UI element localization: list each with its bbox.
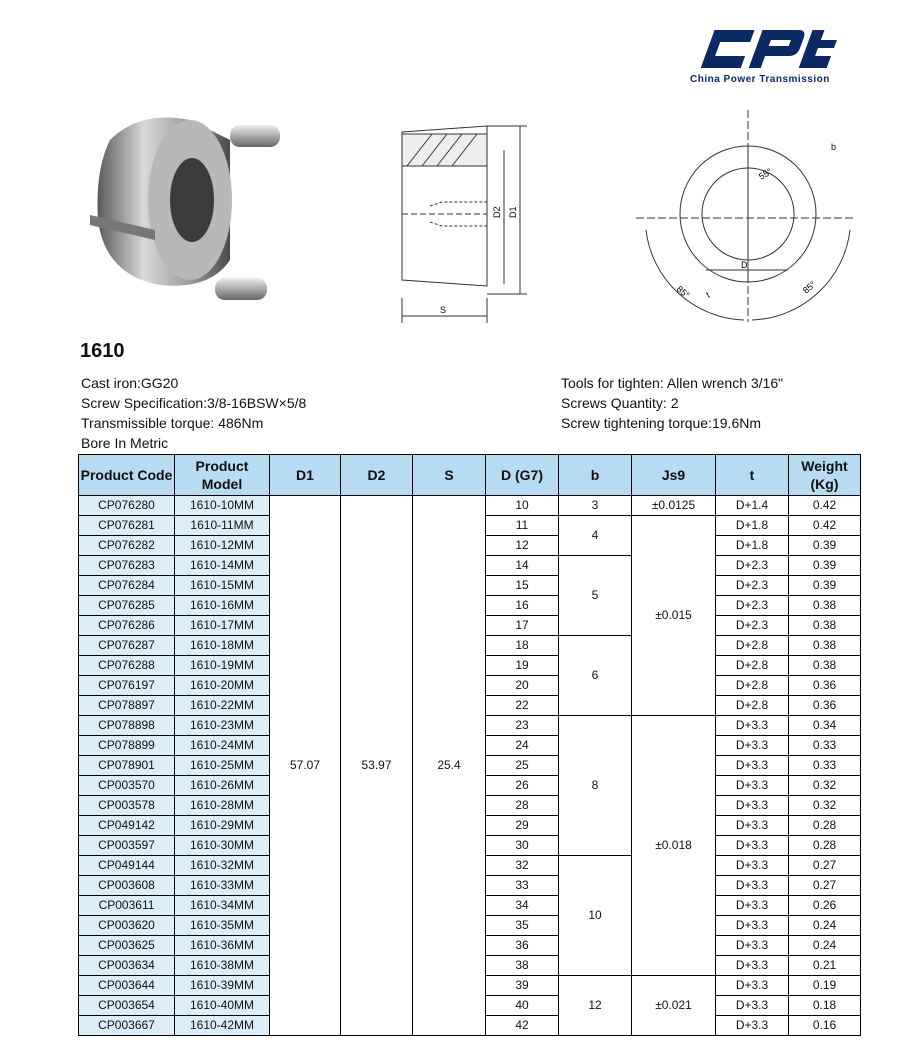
- product-code-cell: CP076288: [79, 656, 175, 676]
- weight-cell: 0.27: [789, 876, 861, 896]
- t-cell: D+2.3: [716, 556, 789, 576]
- bore-d-cell: 29: [486, 816, 559, 836]
- product-code-cell: CP003667: [79, 1016, 175, 1036]
- page-title: 1610: [80, 340, 125, 362]
- product-model-cell: 1610-23MM: [175, 716, 270, 736]
- t-cell: D+2.8: [716, 676, 789, 696]
- header-d-g7: D (G7): [486, 455, 559, 496]
- t-cell: D+3.3: [716, 776, 789, 796]
- brand-name: China Power Transmission: [690, 74, 830, 85]
- t-cell: D+3.3: [716, 896, 789, 916]
- bore-d-cell: 11: [486, 516, 559, 536]
- t-cell: D+3.3: [716, 716, 789, 736]
- t-cell: D+2.3: [716, 596, 789, 616]
- label-b: b: [831, 142, 837, 152]
- label-t: t: [704, 289, 712, 300]
- t-cell: D+3.3: [716, 856, 789, 876]
- product-code-cell: CP076285: [79, 596, 175, 616]
- product-model-cell: 1610-10MM: [175, 496, 270, 516]
- front-view-drawing: [626, 100, 866, 330]
- bore-d-cell: 40: [486, 996, 559, 1016]
- t-cell: D+3.3: [716, 956, 789, 976]
- weight-cell: 0.27: [789, 856, 861, 876]
- t-cell: D+2.8: [716, 656, 789, 676]
- t-cell: D+3.3: [716, 1016, 789, 1036]
- header-b: b: [559, 455, 632, 496]
- product-model-cell: 1610-22MM: [175, 696, 270, 716]
- product-code-cell: CP078901: [79, 756, 175, 776]
- label-s: S: [440, 305, 447, 315]
- specs-left: [81, 373, 306, 453]
- product-model-cell: 1610-24MM: [175, 736, 270, 756]
- t-cell: D+3.3: [716, 996, 789, 1016]
- t-cell: D+3.3: [716, 936, 789, 956]
- weight-cell: 0.21: [789, 956, 861, 976]
- bore-d-cell: 25: [486, 756, 559, 776]
- bore-d-cell: 42: [486, 1016, 559, 1036]
- keyway-b-cell: 6: [559, 636, 632, 716]
- header-s: S: [413, 455, 486, 496]
- product-model-cell: 1610-29MM: [175, 816, 270, 836]
- header-d1: D1: [270, 455, 341, 496]
- weight-cell: 0.39: [789, 556, 861, 576]
- label-d: D: [741, 260, 748, 270]
- bore-d-cell: 10: [486, 496, 559, 516]
- header-weight: Weight (Kg): [789, 455, 861, 496]
- product-model-cell: 1610-40MM: [175, 996, 270, 1016]
- weight-cell: 0.28: [789, 836, 861, 856]
- weight-cell: 0.39: [789, 536, 861, 556]
- product-model-cell: 1610-25MM: [175, 756, 270, 776]
- spec-material: Cast iron:GG20: [81, 375, 179, 391]
- bore-d-cell: 30: [486, 836, 559, 856]
- weight-cell: 0.38: [789, 656, 861, 676]
- t-cell: D+2.8: [716, 636, 789, 656]
- bore-d-cell: 38: [486, 956, 559, 976]
- bore-d-cell: 23: [486, 716, 559, 736]
- bore-d-cell: 26: [486, 776, 559, 796]
- product-code-cell: CP076197: [79, 676, 175, 696]
- bore-d-cell: 17: [486, 616, 559, 636]
- bore-d-cell: 20: [486, 676, 559, 696]
- label-d2: D2: [492, 206, 502, 218]
- side-view-drawing: [392, 118, 542, 330]
- d1-cell: 57.07: [270, 496, 341, 1036]
- t-cell: D+3.3: [716, 736, 789, 756]
- product-code-cell: CP003570: [79, 776, 175, 796]
- product-code-cell: CP003634: [79, 956, 175, 976]
- bore-d-cell: 15: [486, 576, 559, 596]
- weight-cell: 0.42: [789, 516, 861, 536]
- t-cell: D+2.8: [716, 696, 789, 716]
- product-model-cell: 1610-32MM: [175, 856, 270, 876]
- bore-d-cell: 16: [486, 596, 559, 616]
- spec-torque: Transmissible torque: 486Nm: [81, 415, 264, 431]
- keyway-b-cell: 3: [559, 496, 632, 516]
- product-code-cell: CP078898: [79, 716, 175, 736]
- product-code-cell: CP003620: [79, 916, 175, 936]
- weight-cell: 0.24: [789, 936, 861, 956]
- product-model-cell: 1610-28MM: [175, 796, 270, 816]
- s-cell: 25.4: [413, 496, 486, 1036]
- spec-tools: Tools for tighten: Allen wrench 3/16": [561, 375, 784, 391]
- weight-cell: 0.28: [789, 816, 861, 836]
- product-model-cell: 1610-19MM: [175, 656, 270, 676]
- product-code-cell: CP003654: [79, 996, 175, 1016]
- keyway-b-cell: 8: [559, 716, 632, 856]
- product-model-cell: 1610-30MM: [175, 836, 270, 856]
- product-model-cell: 1610-12MM: [175, 536, 270, 556]
- t-cell: D+3.3: [716, 916, 789, 936]
- product-model-cell: 1610-39MM: [175, 976, 270, 996]
- product-model-cell: 1610-18MM: [175, 636, 270, 656]
- specs-right: [561, 373, 783, 433]
- label-55: 55°: [757, 166, 774, 182]
- product-model-cell: 1610-16MM: [175, 596, 270, 616]
- weight-cell: 0.39: [789, 576, 861, 596]
- weight-cell: 0.32: [789, 776, 861, 796]
- weight-cell: 0.16: [789, 1016, 861, 1036]
- t-cell: D+2.3: [716, 576, 789, 596]
- header-d2: D2: [341, 455, 413, 496]
- header-product-code: Product Code: [79, 455, 175, 496]
- spec-tightening-torque: Screw tightening torque:19.6Nm: [561, 415, 761, 431]
- bore-d-cell: 39: [486, 976, 559, 996]
- bore-d-cell: 32: [486, 856, 559, 876]
- t-cell: D+3.3: [716, 836, 789, 856]
- product-code-cell: CP076287: [79, 636, 175, 656]
- product-model-cell: 1610-34MM: [175, 896, 270, 916]
- bore-d-cell: 35: [486, 916, 559, 936]
- weight-cell: 0.24: [789, 916, 861, 936]
- t-cell: D+3.3: [716, 876, 789, 896]
- spec-screw-qty: Screws Quantity: 2: [561, 395, 679, 411]
- weight-cell: 0.38: [789, 636, 861, 656]
- js9-cell: ±0.021: [632, 976, 716, 1036]
- table-row: [79, 496, 861, 516]
- weight-cell: 0.32: [789, 796, 861, 816]
- product-model-cell: 1610-26MM: [175, 776, 270, 796]
- t-cell: D+1.8: [716, 516, 789, 536]
- js9-cell: ±0.018: [632, 716, 716, 976]
- product-code-cell: CP076280: [79, 496, 175, 516]
- bore-d-cell: 34: [486, 896, 559, 916]
- product-code-cell: CP003611: [79, 896, 175, 916]
- weight-cell: 0.34: [789, 716, 861, 736]
- label-85-right: 85°: [800, 279, 818, 296]
- spec-bore: Bore In Metric: [81, 435, 169, 451]
- t-cell: D+3.3: [716, 756, 789, 776]
- d2-cell: 53.97: [341, 496, 413, 1036]
- product-code-cell: CP003597: [79, 836, 175, 856]
- bore-d-cell: 33: [486, 876, 559, 896]
- product-code-cell: CP003608: [79, 876, 175, 896]
- bore-d-cell: 14: [486, 556, 559, 576]
- product-code-cell: CP003625: [79, 936, 175, 956]
- spec-screw: Screw Specification:3/8-16BSW×5/8: [81, 395, 307, 411]
- product-code-cell: CP078897: [79, 696, 175, 716]
- weight-cell: 0.38: [789, 596, 861, 616]
- bore-d-cell: 12: [486, 536, 559, 556]
- product-code-cell: CP076284: [79, 576, 175, 596]
- product-code-cell: CP076282: [79, 536, 175, 556]
- weight-cell: 0.18: [789, 996, 861, 1016]
- weight-cell: 0.38: [789, 616, 861, 636]
- product-model-cell: 1610-33MM: [175, 876, 270, 896]
- bore-d-cell: 24: [486, 736, 559, 756]
- keyway-b-cell: 10: [559, 856, 632, 976]
- product-model-cell: 1610-35MM: [175, 916, 270, 936]
- t-cell: D+1.8: [716, 536, 789, 556]
- bore-d-cell: 36: [486, 936, 559, 956]
- product-model-cell: 1610-20MM: [175, 676, 270, 696]
- weight-cell: 0.19: [789, 976, 861, 996]
- js9-cell: ±0.0125: [632, 496, 716, 516]
- t-cell: D+3.3: [716, 796, 789, 816]
- weight-cell: 0.36: [789, 676, 861, 696]
- weight-cell: 0.33: [789, 756, 861, 776]
- bore-d-cell: 18: [486, 636, 559, 656]
- header-t: t: [716, 455, 789, 496]
- weight-cell: 0.36: [789, 696, 861, 716]
- header-js9: Js9: [632, 455, 716, 496]
- t-cell: D+2.3: [716, 616, 789, 636]
- product-code-cell: CP049142: [79, 816, 175, 836]
- weight-cell: 0.33: [789, 736, 861, 756]
- js9-cell: ±0.015: [632, 516, 716, 716]
- keyway-b-cell: 12: [559, 976, 632, 1036]
- product-model-cell: 1610-17MM: [175, 616, 270, 636]
- t-cell: D+3.3: [716, 976, 789, 996]
- product-model-cell: 1610-36MM: [175, 936, 270, 956]
- product-model-cell: 1610-14MM: [175, 556, 270, 576]
- header-product-model: Product Model: [175, 455, 270, 496]
- product-code-cell: CP049144: [79, 856, 175, 876]
- bore-d-cell: 28: [486, 796, 559, 816]
- weight-cell: 0.26: [789, 896, 861, 916]
- spec-table: [78, 454, 861, 1036]
- product-model-cell: 1610-15MM: [175, 576, 270, 596]
- product-code-cell: CP076281: [79, 516, 175, 536]
- bore-d-cell: 22: [486, 696, 559, 716]
- product-code-cell: CP003644: [79, 976, 175, 996]
- product-code-cell: CP076286: [79, 616, 175, 636]
- product-code-cell: CP078899: [79, 736, 175, 756]
- t-cell: D+1.4: [716, 496, 789, 516]
- keyway-b-cell: 4: [559, 516, 632, 556]
- bore-d-cell: 19: [486, 656, 559, 676]
- t-cell: D+3.3: [716, 816, 789, 836]
- product-model-cell: 1610-11MM: [175, 516, 270, 536]
- label-85-left: 85°: [674, 283, 692, 301]
- product-model-cell: 1610-38MM: [175, 956, 270, 976]
- product-code-cell: CP076283: [79, 556, 175, 576]
- keyway-b-cell: 5: [559, 556, 632, 636]
- weight-cell: 0.42: [789, 496, 861, 516]
- bushing-photo: [80, 100, 280, 310]
- label-d1: D1: [508, 206, 518, 218]
- product-model-cell: 1610-42MM: [175, 1016, 270, 1036]
- product-code-cell: CP003578: [79, 796, 175, 816]
